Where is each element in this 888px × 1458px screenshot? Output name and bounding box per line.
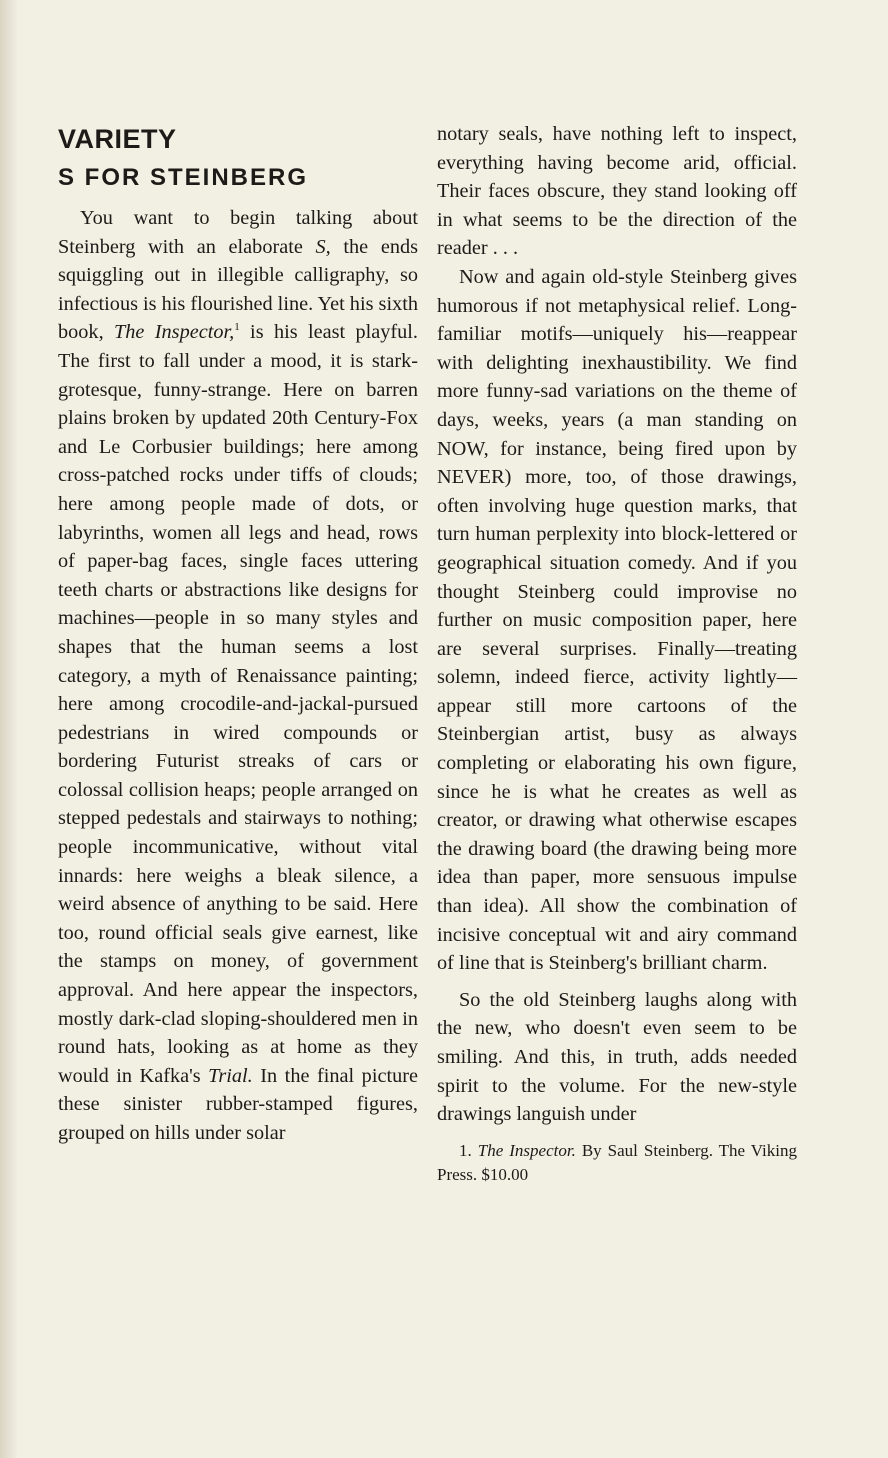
article-title: S FOR STEINBERG [58, 164, 309, 191]
left-text-d: In the final picture these sinister rubber-stamped figures, grouped on hills under solar [58, 1064, 418, 1144]
page-edge-shadow [0, 0, 18, 1458]
section-heading: VARIETY [58, 124, 177, 154]
right-column [437, 120, 797, 1187]
footnote [437, 1139, 797, 1187]
left-text-a: You want to begin talking about Steinberg with an elaborate [58, 207, 418, 258]
right-paragraph-3: So the old Steinberg laughs along with the new, who doesn't even seem to be smiling. And this, in truth, adds needed spirit to the volume. For the new-style drawings languish under [437, 988, 797, 1126]
left-text-b: the ends squiggling out in illegible calligraphy, so infectious is his flourished line. Yet his sixth book, [58, 235, 419, 344]
letter-s: S, [315, 235, 331, 258]
footnote-text: By Saul Steinberg. The Viking Press. $10.00 [437, 1140, 797, 1184]
trial-title: Trial. [208, 1064, 253, 1087]
right-paragraph-2: Now and again old-style Steinberg gives humorous if not metaphysical relief. Long-familiar motifs—uniquely his—reappear with delighting inexhaustibility. We find more funny-sad variations on the theme of days, weeks, years (a man standing on NOW, for instance, being fired upon by NEVER) more, too, of those drawings, often involving huge question marks, that turn human perplexity into block-lettered or geographical situation comedy. And if you thought Steinberg could improvise no further on music composition paper, here are several surprises. Finally—treating solemn, indeed fierce, activity lightly—appear still more cartoons of the Steinbergian artist, busy as always completing or elaborating his own figure, since he is what he creates as well as creator, or drawing what otherwise escapes the drawing board (the drawing being more idea than paper, more sensuous impulse than idea). All show the combination of incisive conceptual wit and airy command of line that is Steinberg's brilliant charm. [437, 265, 797, 975]
right-paragraph-1: notary seals, have nothing left to inspect, everything having become arid, official. Their faces obscure, they stand looking off in what seems to be the direction of the reader . . . [437, 123, 797, 260]
footnote-marker: 1 [234, 321, 240, 334]
left-text-c: is his least playful. The first to fall under a mood, it is stark-grotesque, funny-strange. Here on barren plains broken by updated 20th Century-Fox and Le Corbusier buildings; here among cross-patched rocks under tiffs of clouds; here among people made of dots, or labyrinths, women all legs and head, rows of paper-bag faces, single faces uttering teeth charts or abstractions like designs for machines—people in so many styles and shapes that the human seems a lost category, a myth of Renaissance painting; here among crocodile-and-jackal-pursued pedestrians in wired compounds or bordering Futurist streaks of cars or colossal collision heaps; people arranged on stepped pedestals and stairways to nothing; people incommunicative, without vital innards: here weighs a bleak silence, a weird absence of anything to be said. Here too, round official seals give earnest, like the stamps on money, of government approval. And here appear the inspectors, mostly dark-clad sloping-shouldered men in round hats, looking as at home as they would in Kafka's [58, 321, 418, 1087]
footnote-number: 1. [459, 1140, 472, 1160]
left-column [58, 120, 418, 1148]
left-paragraph-1 [58, 204, 418, 1148]
book-title: The Inspector, [114, 321, 235, 344]
footnote-book-title: The Inspector. [477, 1140, 576, 1160]
